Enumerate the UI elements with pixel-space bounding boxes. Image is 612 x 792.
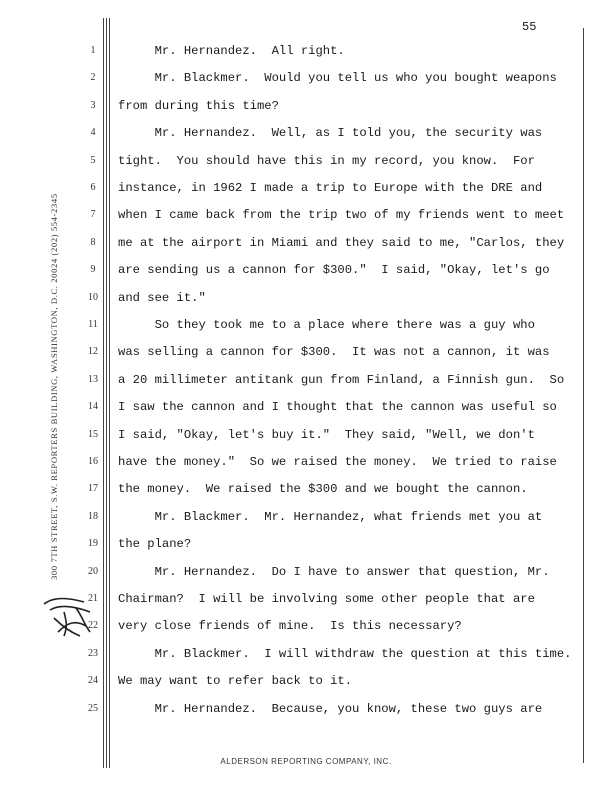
line-number: 5 [90,154,96,166]
transcript-line: and see it." [118,290,206,305]
line-number: 14 [88,401,98,413]
line-number: 24 [88,675,98,687]
line-number: 13 [88,373,98,385]
transcript-line: the money. We raised the $300 and we bought the cannon. [118,482,528,497]
line-number: 6 [90,182,96,193]
transcript-line: Mr. Blackmer. I will withdraw the question at this time. [118,646,572,661]
transcript-line: instance, in 1962 I made a trip to Europe with the DRE and [118,181,543,195]
transcript-line: a 20 millimeter antitank gun from Finland, a Finnish gun. So [118,372,565,387]
footer-company: ALDERSON REPORTING COMPANY, INC. [220,757,392,766]
transcript-line: I said, "Okay, let's buy it." They said, "Well, we don't [118,427,535,442]
transcript-line: I saw the cannon and I thought that the cannon was useful so [118,400,557,415]
transcript-line: So they took me to a place where there was a guy who [118,318,535,332]
reporter-address-stamp: 300 7TH STREET, S.W. REPORTERS BUILDING, WASHINGTON, D.C. 20024 (202) 554-2345 [49,193,59,580]
line-number: 21 [88,593,98,604]
transcript-line: very close friends of mine. Is this necessary? [118,619,462,634]
line-number: 16 [88,456,98,467]
transcript-line: Mr. Hernandez. Because, you know, these two guys are [118,701,543,716]
line-number: 22 [88,620,98,632]
transcript-line: Mr. Hernandez. All right. [118,44,345,58]
transcript-line: Mr. Hernandez. Well, as I told you, the security was [118,126,543,141]
line-number: 17 [88,483,98,495]
transcript-line: from during this time? [118,98,279,113]
transcript-line: Mr. Hernandez. Do I have to answer that question, Mr. [118,564,550,579]
transcript-line: was selling a cannon for $300. It was not a cannon, it was [118,345,550,360]
right-margin-rule [583,28,584,763]
page-number: 55 [522,20,537,34]
transcript-line: when I came back from the trip two of my friends went to meet [118,208,565,223]
line-number: 18 [88,510,98,522]
left-margin-rule-inner [106,18,107,768]
line-number: 12 [88,346,98,358]
transcript-line: have the money." So we raised the money. We tried to raise [118,455,557,469]
line-number: 23 [88,647,98,659]
line-number: 19 [88,538,98,550]
left-margin-rule-inner-2 [109,18,110,768]
transcript-line: We may want to refer back to it. [118,674,353,689]
line-number: 25 [88,702,98,714]
line-number: 4 [90,127,96,139]
transcript-line: me at the airport in Miami and they said to me, "Carlos, they [118,235,565,250]
transcript-line: the plane? [118,537,192,552]
line-number: 7 [90,209,96,221]
transcript-line: tight. You should have this in my record, you know. For [118,153,535,168]
line-number: 3 [90,99,96,111]
line-number: 11 [88,319,98,330]
transcript-line: Mr. Blackmer. Would you tell us who you bought weapons [118,71,557,86]
line-number: 2 [90,72,96,84]
transcript-line: Mr. Blackmer. Mr. Hernandez, what friends met you at [118,509,543,524]
line-number: 15 [88,428,98,440]
transcript-line: Chairman? I will be involving some other people that are [118,592,535,606]
line-number: 1 [90,45,96,56]
line-number: 8 [90,236,96,248]
line-number: 10 [88,291,98,303]
line-number: 20 [88,565,98,577]
line-number: 9 [90,264,96,276]
transcript-line: are sending us a cannon for $300." I said, "Okay, let's go [118,263,550,278]
